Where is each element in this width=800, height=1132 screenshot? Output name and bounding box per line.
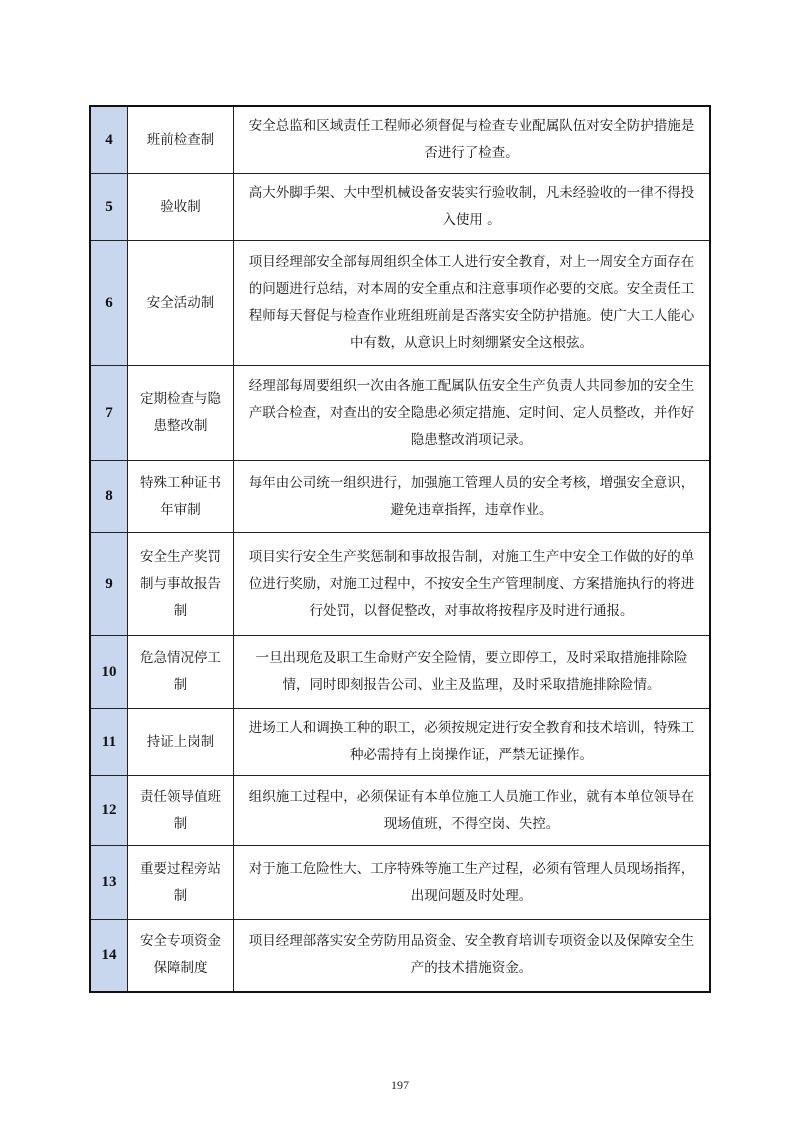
rule-description: 经理部每周要组织一次由各施工配属队伍安全生产负责人共同参加的安全生产联合检查，对查出的安全隐患必须定措施、定时间、定人员整改，并作好隐患整改消项记录。: [234, 366, 711, 461]
rule-description: 每年由公司统一组织进行，加强施工管理人员的安全考核，增强安全意识，避免违章指挥，违章作业。: [234, 461, 711, 533]
row-number: 13: [90, 846, 128, 920]
rule-name: 班前检查制: [128, 106, 234, 174]
table-row: [90, 106, 710, 174]
table-row: [90, 241, 710, 366]
table-row: [90, 636, 710, 709]
table-row: [90, 846, 710, 920]
row-number: 8: [90, 461, 128, 533]
row-number: 7: [90, 366, 128, 461]
table-row: [90, 366, 710, 461]
rule-name: 安全专项资金保障制度: [128, 920, 234, 992]
rule-description: 进场工人和调换工种的职工，必须按规定进行安全教育和技术培训，特殊工种必需持有上岗操作证，严禁无证操作。: [234, 709, 711, 776]
rule-description: 组织施工过程中，必须保证有本单位施工人员施工作业，就有本单位领导在现场值班，不得空岗、失控。: [234, 776, 711, 846]
row-number: 14: [90, 920, 128, 992]
row-number: 4: [90, 106, 128, 174]
row-number: 9: [90, 533, 128, 636]
rule-name: 持证上岗制: [128, 709, 234, 776]
safety-rules-table: [89, 105, 711, 993]
rule-name: 验收制: [128, 174, 234, 241]
rule-description: 一旦出现危及职工生命财产安全险情，要立即停工，及时采取措施排除险情，同时即刻报告公司、业主及监理，及时采取措施排除险情。: [234, 636, 711, 709]
row-number: 5: [90, 174, 128, 241]
rule-name: 定期检查与隐患整改制: [128, 366, 234, 461]
rule-description: 项目实行安全生产奖惩制和事故报告制，对施工生产中安全工作做的好的单位进行奖励，对施工过程中，不按安全生产管理制度、方案措施执行的将进行处罚，以督促整改，对事故将按程序及时进行通报。: [234, 533, 711, 636]
rule-description: 高大外脚手架、大中型机械设备安装实行验收制，凡未经验收的一律不得投入使用 。: [234, 174, 711, 241]
row-number: 10: [90, 636, 128, 709]
table-row: [90, 461, 710, 533]
table-row: [90, 174, 710, 241]
rule-description: 项目经理部安全部每周组织全体工人进行安全教育，对上一周安全方面存在的问题进行总结，对本周的安全重点和注意事项作必要的交底。安全责任工程师每天督促与检查作业班组班前是否落实安全防护措施。使广大工人能心中有数，从意识上时刻绷紧安全这根弦。: [234, 241, 711, 366]
rule-name: 特殊工种证书年审制: [128, 461, 234, 533]
table-row: [90, 920, 710, 992]
table-row: [90, 776, 710, 846]
rule-description: 项目经理部落实安全劳防用品资金、安全教育培训专项资金以及保障安全生产的技术措施资金。: [234, 920, 711, 992]
rule-name: 责任领导值班制: [128, 776, 234, 846]
rule-name: 安全活动制: [128, 241, 234, 366]
row-number: 12: [90, 776, 128, 846]
row-number: 6: [90, 241, 128, 366]
rule-description: 对于施工危险性大、工序特殊等施工生产过程，必须有管理人员现场指挥，出现问题及时处理。: [234, 846, 711, 920]
table-row: [90, 709, 710, 776]
page-number: 197: [391, 1078, 409, 1092]
rule-description: 安全总监和区域责任工程师必须督促与检查专业配属队伍对安全防护措施是否进行了检查。: [234, 106, 711, 174]
row-number: 11: [90, 709, 128, 776]
table-row: [90, 533, 710, 636]
rule-name: 安全生产奖罚制与事故报告制: [128, 533, 234, 636]
rule-name: 危急情况停工制: [128, 636, 234, 709]
rule-name: 重要过程旁站制: [128, 846, 234, 920]
